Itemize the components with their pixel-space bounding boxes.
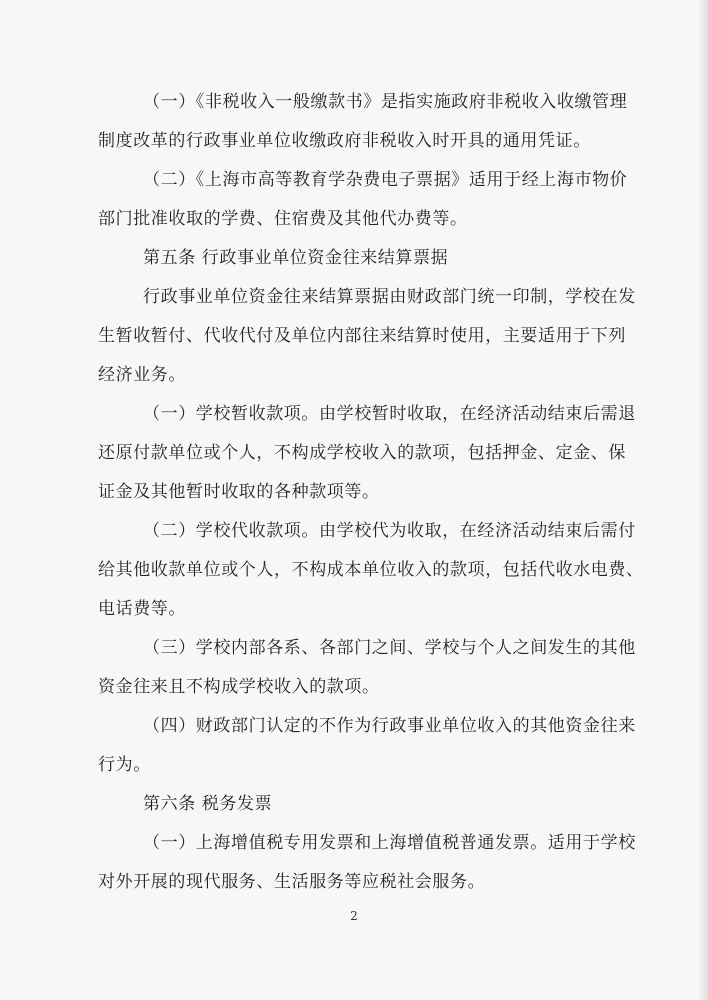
paragraph-line: （二）学校代收款项。由学校代为收取，在经济活动结束后需付 xyxy=(143,521,636,541)
paragraph-line: 生暂收暂付、代收代付及单位内部往来结算时使用，主要适用于下列 xyxy=(98,326,626,346)
paragraph-line: （一）上海增值税专用发票和上海增值税普通发票。适用于学校 xyxy=(143,833,636,853)
paragraph-line: 行为。 xyxy=(98,755,151,775)
paragraph-line: （二）《上海市高等教育学杂费电子票据》适用于经上海市物价 xyxy=(143,170,628,190)
paragraph-line: （一）《非税收入一般缴款书》是指实施政府非税收入收缴管理 xyxy=(143,92,628,112)
page-number: 2 xyxy=(350,909,358,923)
page-edge-shadow xyxy=(698,0,708,1000)
paragraph-line: （一）学校暂收款项。由学校暂时收取，在经济活动结束后需退 xyxy=(143,404,636,424)
paragraph-line: （三）学校内部各系、各部门之间、学校与个人之间发生的其他 xyxy=(143,638,636,658)
paragraph-line: （四）财政部门认定的不作为行政事业单位收入的其他资金往来 xyxy=(143,716,636,736)
section-heading: 第六条 税务发票 xyxy=(143,794,273,814)
paragraph-line: 行政事业单位资金往来结算票据由财政部门统一印制，学校在发 xyxy=(143,287,636,307)
paragraph-line: 对外开展的现代服务、生活服务等应税社会服务。 xyxy=(98,872,486,892)
paragraph-line: 资金往来且不构成学校收入的款项。 xyxy=(98,677,380,697)
paragraph-line: 经济业务。 xyxy=(98,365,186,385)
paragraph-line: 还原付款单位或个人，不构成学校收入的款项，包括押金、定金、保 xyxy=(98,443,626,463)
paragraph-line: 给其他收款单位或个人，不构成本单位收入的款项，包括代收水电费、 xyxy=(98,560,644,580)
section-heading: 第五条 行政事业单位资金往来结算票据 xyxy=(143,248,449,268)
paragraph-line: 电话费等。 xyxy=(98,599,186,619)
paragraph-line: 制度改革的行政事业单位收缴政府非税收入时开具的通用凭证。 xyxy=(98,131,591,151)
paragraph-line: 证金及其他暂时收取的各种款项等。 xyxy=(98,482,380,502)
paragraph-line: 部门批准收取的学费、住宿费及其他代办费等。 xyxy=(98,209,468,229)
